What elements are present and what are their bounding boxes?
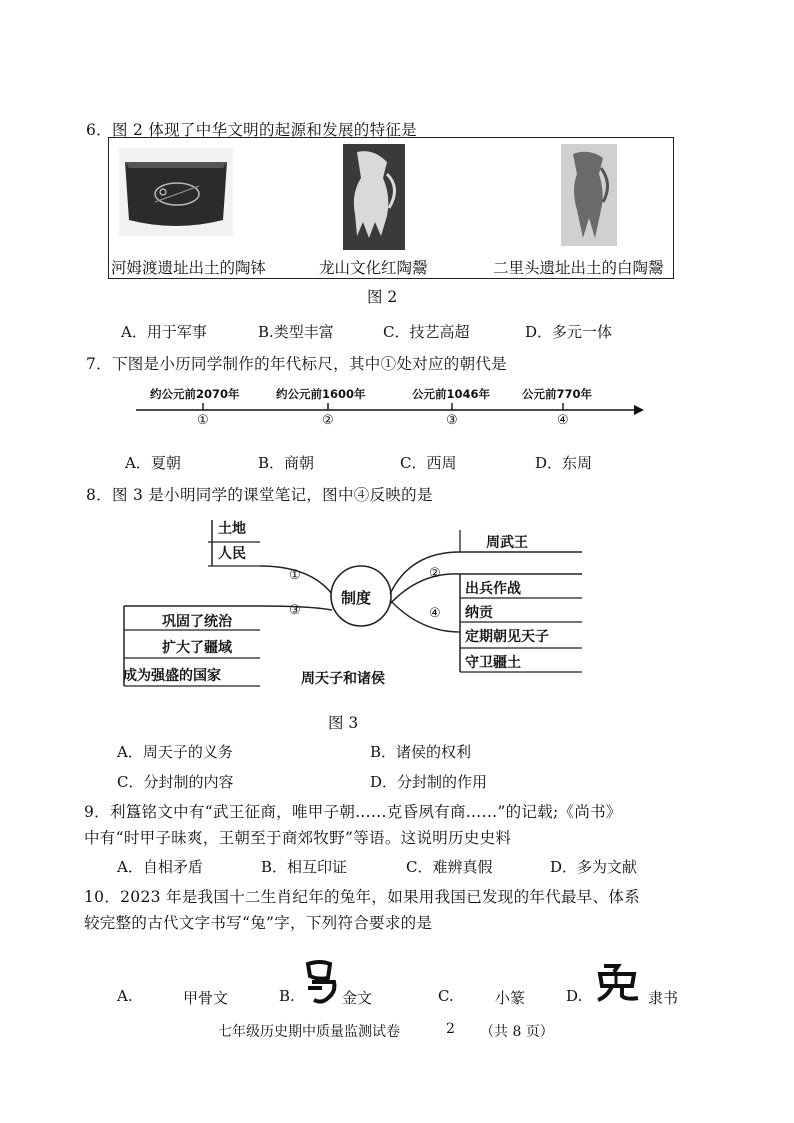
q8-option-b: B．诸侯的权利 (370, 743, 472, 761)
figure-3-label: 图 3 (328, 714, 359, 732)
q9-option-a: A．自相矛盾 (117, 858, 203, 876)
map-item-strong-state: 成为强盛的国家 (123, 668, 221, 684)
timeline-mark-4: ④ (557, 413, 569, 428)
pottery-bowl-image (119, 148, 233, 236)
map-item-audience: 定期朝见天子 (465, 629, 549, 645)
timeline-label-2: 约公元前1600年 (276, 387, 366, 401)
q8-option-a: A．周天子的义务 (117, 743, 233, 761)
map-item-guard: 守卫疆土 (465, 655, 521, 671)
q10-line1: 10．2023 年是我国十二生肖纪年的兔年，如果用我国已发现的年代最早、体系 (84, 888, 640, 906)
map-mark-3: ③ (289, 603, 301, 618)
white-pottery-gui-image (561, 144, 617, 246)
q8-stem: 8．图 3 是小明同学的课堂笔记，图中④反映的是 (86, 486, 433, 504)
q9-option-c: C．难辨真假 (406, 858, 493, 876)
q7-option-d: D．东周 (535, 454, 593, 472)
q10-option-b-letter: B. (279, 987, 295, 1005)
q7-option-b: B．商朝 (258, 454, 315, 472)
q9-option-d: D．多为文献 (550, 858, 638, 876)
map-item-expand: 扩大了疆域 (162, 640, 232, 656)
q6-option-b: B.类型丰富 (258, 323, 334, 341)
q10-line2: 较完整的古代文字书写“兔”字，下列符合要求的是 (84, 914, 433, 932)
map-item-military: 出兵作战 (465, 581, 521, 597)
map-subtitle: 周天子和诸侯 (301, 671, 385, 687)
q10-option-c-letter: C. (438, 987, 454, 1005)
timeline-label-4: 公元前770年 (522, 387, 593, 401)
q10-option-c-name: 小篆 (495, 989, 526, 1007)
timeline-mark-2: ② (322, 413, 334, 428)
bronze-script-rabbit-glyph (300, 958, 342, 1010)
caption-white-gui: 二里头遗址出土的白陶鬶 (493, 259, 664, 277)
q6-stem: 6．图 2 体现了中华文明的起源和发展的特征是 (86, 121, 417, 139)
q8-option-c: C．分封制的内容 (117, 773, 234, 791)
map-mark-4: ④ (429, 606, 441, 621)
q7-option-a: A．夏朝 (125, 454, 181, 472)
q9-option-b: B．相互印证 (261, 858, 348, 876)
q10-option-a-letter: A. (117, 987, 133, 1005)
map-item-people: 人民 (218, 546, 246, 562)
q10-option-b-name: 金文 (342, 989, 373, 1007)
timeline-mark-3: ③ (446, 413, 458, 428)
timeline-label-3: 公元前1046年 (412, 387, 491, 401)
q8-option-d: D．分封制的作用 (370, 773, 488, 791)
map-center-system: 制度 (341, 589, 372, 607)
q6-option-c: C．技艺高超 (383, 323, 470, 341)
map-item-land: 土地 (218, 521, 246, 537)
figure-2-box (108, 137, 674, 279)
clerical-script-rabbit-glyph (594, 962, 642, 1006)
timeline-mark-1: ① (197, 413, 209, 428)
figure-2-label: 图 2 (367, 288, 398, 306)
red-pottery-gui-image (343, 144, 405, 250)
q9-line2: 中有“时甲子昧爽，王朝至于商郊牧野”等语。这说明历史史料 (84, 829, 512, 847)
q7-option-c: C．西周 (400, 454, 457, 472)
footer-title: 七年级历史期中质量监测试卷 (218, 1024, 400, 1040)
q6-option-a: A．用于军事 (121, 323, 207, 341)
footer-page-number: 2 (446, 1021, 455, 1037)
footer-total-pages: （共 8 页） (480, 1024, 554, 1040)
caption-bowl: 河姆渡遗址出土的陶钵 (111, 259, 267, 277)
q10-option-a-name: 甲骨文 (183, 989, 229, 1007)
q9-line1: 9．利簋铭文中有“武王征商，唯甲子朝……克昏夙有商……”的记载;《尚书》 (84, 803, 622, 821)
q10-option-d-name: 隶书 (648, 989, 679, 1007)
q6-option-d: D．多元一体 (525, 323, 613, 341)
map-mark-2: ② (429, 566, 441, 581)
map-item-consolidate: 巩固了统治 (162, 614, 232, 630)
map-mark-1: ① (289, 568, 301, 583)
caption-red-gui: 龙山文化红陶鬶 (319, 259, 428, 277)
map-item-king-wu: 周武王 (486, 535, 528, 551)
q10-option-d-letter: D. (566, 987, 583, 1005)
q7-stem: 7．下图是小历同学制作的年代标尺，其中①处对应的朝代是 (86, 355, 507, 373)
timeline-label-1: 约公元前2070年 (150, 387, 240, 401)
map-item-tribute: 纳贡 (465, 605, 493, 621)
